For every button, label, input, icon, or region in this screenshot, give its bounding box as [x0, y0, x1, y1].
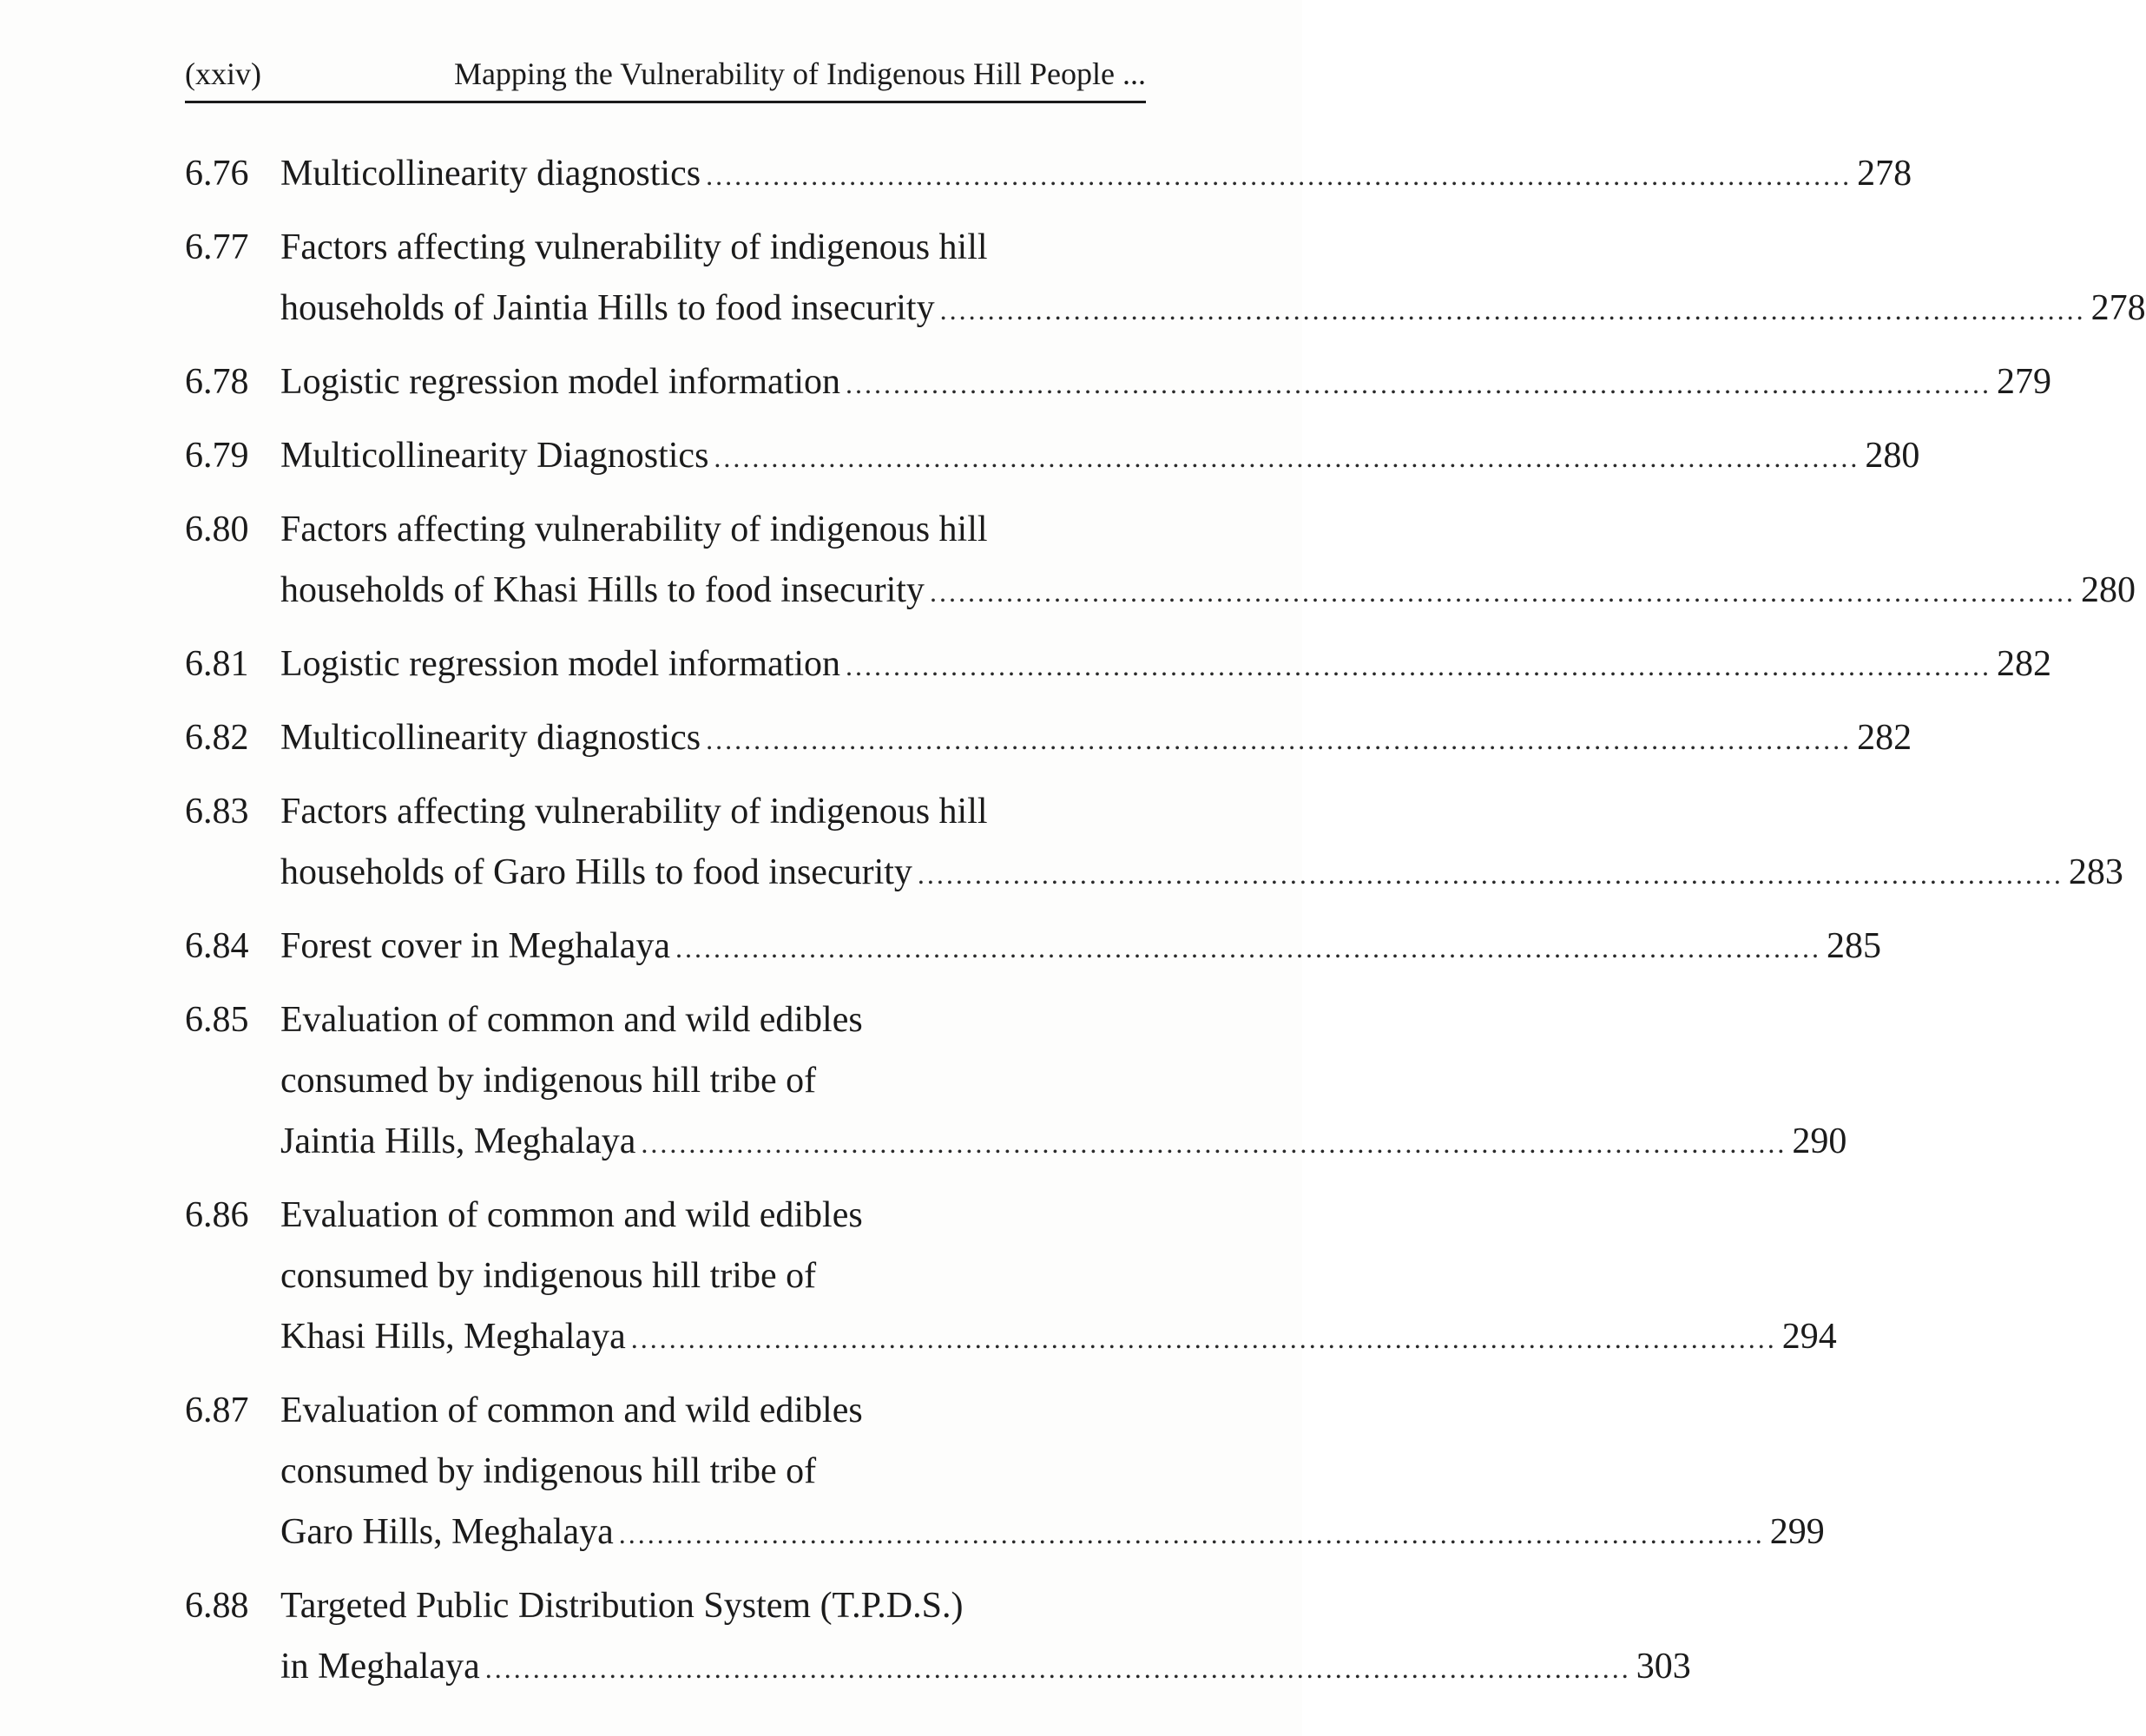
page-number: 282 — [1997, 644, 2052, 684]
entry-title — [280, 217, 2146, 339]
table-number: 6.88 — [185, 1586, 249, 1626]
title-line: consumed by indigenous hill tribe of — [280, 1256, 817, 1296]
title-line: households of Khasi Hills to food insecurity ........................................................................................................................ 280 — [280, 560, 1146, 621]
header-rule — [185, 101, 1146, 103]
entry-title — [280, 1380, 1825, 1562]
title-line: households of Garo Hills to food insecurity ........................................................................................................................ 283 — [280, 842, 1146, 903]
title-line: consumed by indigenous hill tribe of — [280, 1061, 817, 1101]
entry-title — [280, 425, 1920, 486]
page-number: 282 — [1857, 718, 1912, 758]
title-line: Targeted Public Distribution System (T.P.D.S.) — [280, 1586, 964, 1626]
page-folio: (xxiv) — [185, 56, 261, 91]
toc-entry — [185, 707, 1912, 768]
page-number: 278 — [2090, 288, 2146, 328]
title-line: consumed by indigenous hill tribe of — [280, 1451, 817, 1491]
page-number: 294 — [1781, 1317, 1837, 1357]
toc-entry — [185, 143, 1912, 204]
title-line: Forest cover in Meghalaya ........................................................................................................................ 285 — [280, 916, 1146, 976]
page-number: 299 — [1769, 1512, 1825, 1552]
entry-title — [280, 707, 1912, 768]
dot-leader: ........................................................................................................................ — [706, 160, 1853, 191]
toc-entry — [185, 425, 1920, 486]
entry-title — [280, 916, 1882, 976]
entry-title — [280, 352, 2052, 412]
dot-leader: ........................................................................................................................ — [706, 724, 1853, 755]
title-line: Multicollinearity Diagnostics ........................................................................................................................ 280 — [280, 425, 1146, 486]
dot-leader: ........................................................................................................................ — [939, 294, 2086, 326]
title-line: Logistic regression model information ........................................................................................................................ 279 — [280, 352, 1146, 412]
dot-leader: ........................................................................................................................ — [641, 1128, 1787, 1159]
table-number: 6.81 — [185, 644, 249, 684]
entry-title — [280, 499, 2136, 621]
title-line: Khasi Hills, Meghalaya ........................................................................................................................ 294 — [280, 1306, 1146, 1367]
toc-entry — [185, 352, 2052, 412]
table-number: 6.87 — [185, 1391, 249, 1430]
table-number: 6.78 — [185, 362, 249, 402]
page-number: 290 — [1792, 1121, 1847, 1161]
entry-title — [280, 1575, 1691, 1697]
page-number: 280 — [1865, 436, 1920, 476]
page-number: 285 — [1827, 926, 1882, 966]
entry-title — [280, 1185, 1837, 1367]
table-number: 6.85 — [185, 1000, 249, 1040]
title-line: Jaintia Hills, Meghalaya ........................................................................................................................ 290 — [280, 1111, 1146, 1172]
dot-leader: ........................................................................................................................ — [846, 368, 1992, 399]
title-line: in Meghalaya ........................................................................................................................ 303 — [280, 1636, 1146, 1697]
page-number: 279 — [1997, 362, 2052, 402]
dot-leader: ........................................................................................................................ — [618, 1518, 1765, 1549]
dot-leader: ........................................................................................................................ — [714, 442, 1860, 473]
table-number: 6.82 — [185, 718, 249, 758]
toc-entry — [185, 499, 2136, 621]
table-number: 6.84 — [185, 926, 249, 966]
title-line: households of Jaintia Hills to food insecurity ........................................................................................................................ 278 — [280, 278, 1146, 339]
table-number: 6.83 — [185, 792, 249, 832]
title-line: Evaluation of common and wild edibles — [280, 1195, 863, 1235]
title-line: Logistic regression model information ........................................................................................................................ 282 — [280, 634, 1146, 694]
table-number: 6.77 — [185, 227, 249, 267]
page-number: 280 — [2080, 570, 2136, 610]
page-number: 278 — [1857, 154, 1912, 194]
dot-leader: ........................................................................................................................ — [846, 650, 1992, 681]
entry-title — [280, 990, 1847, 1172]
dot-leader: ........................................................................................................................ — [675, 932, 1822, 963]
toc-entry — [185, 1185, 1837, 1367]
title-line: Evaluation of common and wild edibles — [280, 1000, 863, 1040]
table-number: 6.86 — [185, 1195, 249, 1235]
entry-title — [280, 143, 1912, 204]
title-line: Factors affecting vulnerability of indigenous hill — [280, 227, 988, 267]
dot-leader: ........................................................................................................................ — [484, 1653, 1631, 1684]
title-line: Factors affecting vulnerability of indigenous hill — [280, 792, 988, 832]
entry-title — [280, 634, 2052, 694]
title-line: Garo Hills, Meghalaya ........................................................................................................................ 299 — [280, 1502, 1146, 1562]
running-title: Mapping the Vulnerability of Indigenous Hill People ... — [453, 56, 1146, 91]
table-number: 6.76 — [185, 154, 249, 194]
toc-entry — [185, 781, 2123, 903]
title-line: Multicollinearity diagnostics ........................................................................................................................ 278 — [280, 143, 1146, 204]
dot-leader: ........................................................................................................................ — [929, 576, 2076, 608]
title-line: Multicollinearity diagnostics ........................................................................................................................ 282 — [280, 707, 1146, 768]
page-number: 283 — [2068, 852, 2123, 892]
toc-entry — [185, 634, 2052, 694]
toc-entry — [185, 916, 1882, 976]
title-line: Factors affecting vulnerability of indigenous hill — [280, 510, 988, 549]
toc-entry — [185, 217, 2146, 339]
toc-entry — [185, 990, 1847, 1172]
toc-entry — [185, 1380, 1825, 1562]
title-line: Evaluation of common and wild edibles — [280, 1391, 863, 1430]
toc-entry — [185, 1575, 1691, 1697]
dot-leader: ........................................................................................................................ — [917, 858, 2064, 890]
dot-leader: ........................................................................................................................ — [630, 1323, 1777, 1354]
running-header — [185, 50, 1146, 97]
table-number: 6.79 — [185, 436, 249, 476]
entry-title — [280, 781, 2123, 903]
page-number: 303 — [1636, 1647, 1691, 1687]
table-number: 6.80 — [185, 510, 249, 549]
